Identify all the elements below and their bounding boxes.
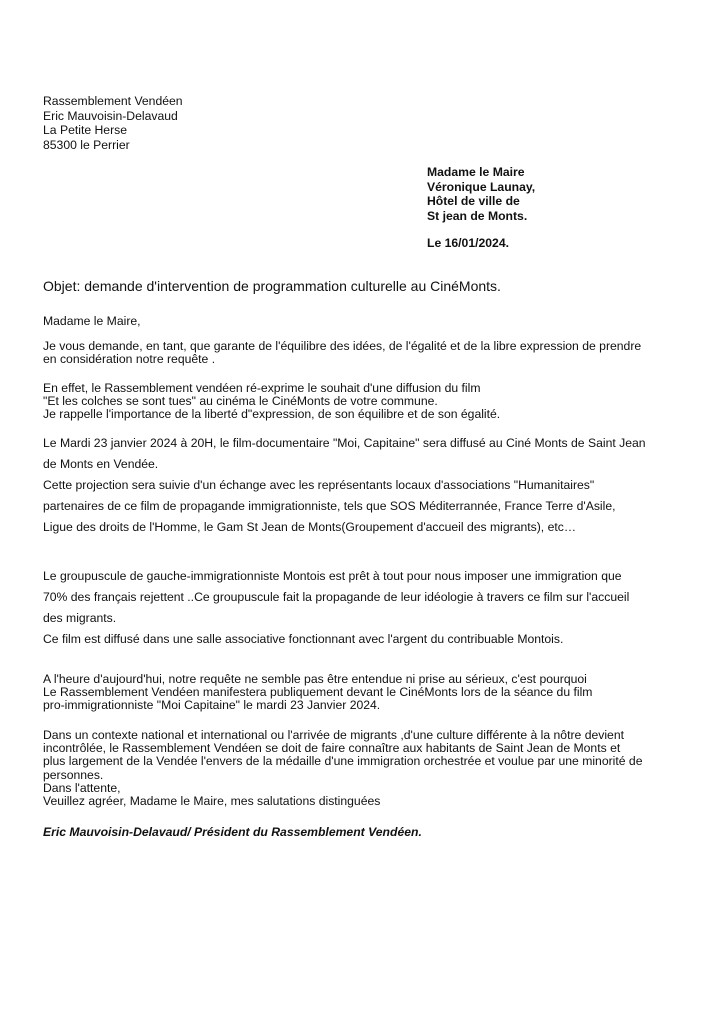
body-paragraph-3: [43, 433, 673, 475]
body-line: Je rappelle l'importance de la liberté d"expression, de son équilibre et de son égalité.: [43, 407, 501, 422]
body-line: pro-immigrationniste "Moi Capitaine" le mardi 23 Janvier 2024.: [43, 698, 381, 713]
sender-name: Eric Mauvoisin-Delavaud: [43, 108, 178, 123]
body-paragraph-2: [43, 382, 673, 422]
body-line: en considération notre requête .: [43, 352, 216, 367]
recipient-town: St jean de Monts.: [427, 208, 528, 223]
body-line: Le Mardi 23 janvier 2024 à 20H, le film-documentaire "Moi, Capitaine" sera diffusé au Ciné Monts de Saint Jean: [43, 436, 646, 450]
body-line: Le groupuscule de gauche-immigrationniste Montois est prêt à tout pour nous imposer une immigration que: [43, 569, 622, 583]
sender-organization: Rassemblement Vendéen: [43, 94, 183, 108]
body-line: Cette projection sera suivie d'un échange avec les représentants locaux d'associations "Humanitaires": [43, 478, 595, 492]
recipient-title: Madame le Maire: [427, 165, 525, 179]
sender-address: [43, 94, 183, 152]
signature: Eric Mauvoisin-Delavaud/ Président du Rassemblement Vendéen.: [43, 825, 422, 839]
body-line: plus largement de la Vendée l'envers de la médaille d'une immigration orchestrée et voulue par une minorité de: [43, 754, 643, 769]
body-line: A l'heure d'aujourd'hui, notre requête ne semble pas être entendue ni prise au sérieux, c'est pourquoi: [43, 672, 587, 686]
sender-city: 85300 le Perrier: [43, 137, 130, 152]
body-paragraph-7: [43, 729, 673, 808]
letter-salutation: Madame le Maire,: [43, 314, 141, 328]
body-paragraph-4: [43, 475, 673, 538]
body-line: Ligue des droits de l'Homme, le Gam St Jean de Monts(Groupement d'accueil des migrants), etc…: [43, 520, 577, 534]
body-line: Dans un contexte national et international ou l'arrivée de migrants ,d'une culture différente à la nôtre devient: [43, 728, 624, 742]
body-line: Veuillez agréer, Madame le Maire, mes salutations distinguées: [43, 794, 381, 809]
body-line: personnes.: [43, 767, 104, 782]
sender-street: La Petite Herse: [43, 123, 128, 138]
body-line: partenaires de ce film de propagande immigrationniste, tels que SOS Méditerrannée, France Terre d'Asile,: [43, 499, 616, 513]
recipient-building: Hôtel de ville de: [427, 194, 520, 209]
letter-date: Le 16/01/2024.: [427, 236, 509, 250]
recipient-address: [427, 165, 535, 223]
letter-subject: Objet: demande d'intervention de programmation culturelle au CinéMonts.: [43, 278, 501, 294]
body-line: "Et les colches se sont tues" au cinéma le CinéMonts de votre commune.: [43, 394, 438, 409]
body-paragraph-6: [43, 673, 673, 713]
body-line: incontrôlée, le Rassemblement Vendéen se doit de faire connaître aux habitants de Saint Jean de Monts et: [43, 741, 621, 756]
body-paragraph-5: [43, 566, 673, 650]
body-line: Je vous demande, en tant, que garante de l'équilibre des idées, de l'égalité et de la libre expression de prendre: [43, 339, 642, 353]
body-paragraph-1: [43, 340, 673, 366]
body-line: En effet, le Rassemblement vendéen ré-exprime le souhait d'une diffusion du film: [43, 381, 481, 395]
body-line: de Monts en Vendée.: [43, 457, 159, 471]
body-line: Dans l'attente,: [43, 780, 121, 795]
body-line: Ce film est diffusé dans une salle associative fonctionnant avec l'argent du contribuable Montois.: [43, 632, 564, 646]
body-line: 70% des français rejettent ..Ce groupuscule fait la propagande de leur idéologie à travers ce film sur l'accueil: [43, 590, 630, 604]
recipient-name: Véronique Launay,: [427, 179, 536, 194]
body-line: Le Rassemblement Vendéen manifestera publiquement devant le CinéMonts lors de la séance du film: [43, 685, 593, 700]
body-line: des migrants.: [43, 611, 117, 625]
